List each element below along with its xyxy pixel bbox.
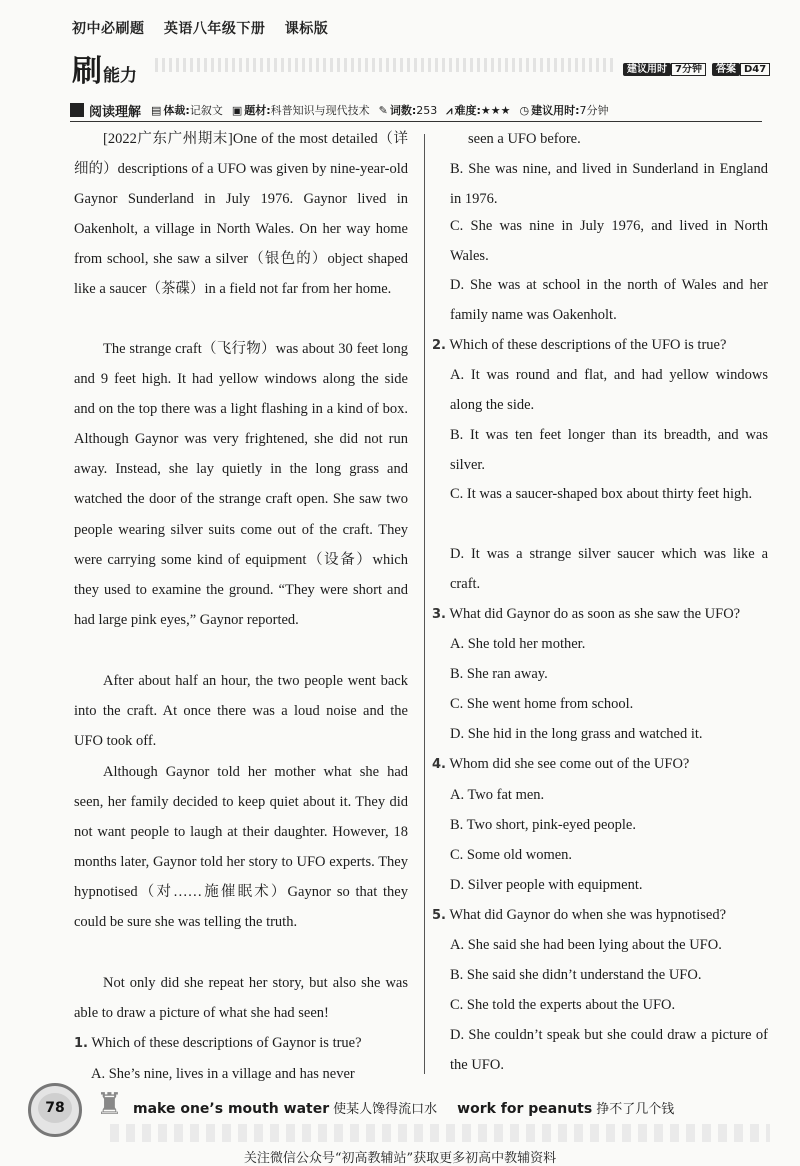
info-bar (70, 100, 762, 120)
words-item: ✎ 词数:253 (378, 104, 438, 117)
genre-item: ▤ 体裁:记叙文 (151, 104, 223, 117)
question-2-option-c[interactable]: C. It was a saucer-shaped box about thirty feet high. (450, 486, 753, 502)
question-2-option-d[interactable]: D. It was a strange silver saucer which was like a craft. (450, 546, 768, 592)
question-5: 5. What did Gaynor do when she was hypnotised? (432, 907, 727, 923)
question-3-option-a[interactable]: A. She told her mother. (450, 636, 586, 652)
answer-page: D47 (740, 63, 770, 76)
document-icon: ▣ (231, 104, 243, 117)
subject-name: 英语八年级下册 (163, 21, 266, 37)
idiom-1-zh: 使某人馋得流口水 (333, 1102, 438, 1117)
page-number: 78 (38, 1093, 72, 1123)
header-rule (70, 121, 762, 122)
idiom-strip (133, 1098, 694, 1118)
passage-paragraph-2: The strange craft（飞行物）was about 30 feet long and 9 feet high. It had yellow windows along the side and on the top there was a light flashing in a kind of box. Although Gaynor was very frightened, she did not run away. Instead, she lay quietly in the long grass and watched the door of the strange craft open. She saw two people wearing silver suits come out of the craft. They were carrying some kind of equipment（设备）which they used to examine the ground. “They were short and had large pink eyes,” Gaynor reported. (74, 341, 408, 628)
question-4-option-c[interactable]: C. Some old women. (450, 847, 573, 863)
option-a-line1: A. She’s nine, lives in a village and has never (91, 1066, 355, 1082)
footer-note: 关注微信公众号“初高教辅站”获取更多初高中教辅资料 (243, 1151, 557, 1166)
passage-source: [2022广东广州期末] (103, 131, 233, 147)
series-header (72, 18, 342, 38)
question-5-option-c[interactable]: C. She told the experts about the UFO. (450, 997, 676, 1013)
brush-decoration (155, 58, 615, 72)
clock-icon: ◷ (519, 104, 530, 117)
question-4: 4. Whom did she see come out of the UFO? (432, 756, 690, 772)
question-4-option-b[interactable]: B. Two short, pink-eyed people. (450, 817, 636, 833)
question-2: 2. Which of these descriptions of the UFO is true? (432, 337, 727, 353)
question-1-option-d[interactable]: D. She was at school in the north of Wales and her family name was Oakenholt. (450, 277, 768, 323)
question-1-option-a[interactable] (91, 1059, 411, 1089)
section-brand (72, 46, 137, 90)
time-answer-tags (623, 60, 776, 75)
brand-small: 能力 (103, 66, 137, 86)
question-1-option-b[interactable]: B. She was nine, and lived in Sunderland in England in 1976. (450, 161, 768, 207)
question-3: 3. What did Gaynor do as soon as she saw the UFO? (432, 606, 741, 622)
passage-paragraph-5: Not only did she repeat her story, but also she was able to draw a picture of what she had seen! (74, 975, 408, 1022)
idiom-2-en: work for peanuts (457, 1101, 593, 1117)
question-3-option-c[interactable]: C. She went home from school. (450, 696, 634, 712)
lighthouse-icon: ♜ (96, 1088, 123, 1121)
time-value: 7分钟 (671, 63, 706, 76)
question-2-option-a[interactable]: A. It was round and flat, and had yellow windows along the side. (450, 367, 768, 413)
column-divider (424, 134, 425, 1074)
idiom-2-zh: 挣不了几个钱 (596, 1102, 675, 1117)
answer-label: 答案 (712, 63, 740, 76)
section-title: 阅读理解 (89, 104, 142, 120)
passage-paragraph-1: [2022广东广州期末]One of the most detailed（详细的）descriptions of a UFO was given by nine-year-old Gaynor Sunderland in July 1976. Gaynor lived in Oakenholt, a village in North Wales. On her way home from school, she saw a silver（银色的）object shaped like a saucer（茶碟）in a field not far from her home. (74, 131, 408, 298)
question-5-option-b[interactable]: B. She said she didn’t understand the UFO. (450, 967, 702, 983)
bleed-through-decoration (110, 1124, 770, 1142)
question-3-option-b[interactable]: B. She ran away. (450, 666, 548, 682)
difficulty-item: ⩘ 难度:★★★ (446, 104, 511, 117)
question-1-option-c[interactable]: C. She was nine in July 1976, and lived in North Wales. (450, 218, 768, 264)
question-1: 1. Which of these descriptions of Gaynor is true? (74, 1035, 362, 1051)
section-square-icon (70, 103, 84, 117)
passage-paragraph-3: After about half an hour, the two people went back into the craft. At once there was a loud noise and the UFO took off. (74, 673, 408, 750)
question-5-option-a[interactable]: A. She said she had been lying about the UFO. (450, 937, 722, 953)
question-2-option-b[interactable]: B. It was ten feet longer than its breadth, and was silver. (450, 427, 768, 473)
suggested-time-item: ◷ 建议用时:7分钟 (519, 104, 609, 117)
topic-item: ▣ 题材:科普知识与现代技术 (231, 104, 370, 117)
time-label: 建议用时 (623, 63, 671, 76)
book-icon: ▤ (151, 104, 162, 117)
question-3-option-d[interactable]: D. She hid in the long grass and watched it. (450, 726, 703, 742)
idiom-1-en: make one’s mouth water (133, 1101, 330, 1117)
edition-name: 课标版 (284, 21, 329, 37)
question-4-option-d[interactable]: D. Silver people with equipment. (450, 877, 643, 893)
series-name: 初中必刷题 (72, 21, 145, 37)
brand-big: 刷 (72, 54, 101, 89)
pen-icon: ✎ (378, 104, 388, 117)
chart-icon: ⩘ (446, 104, 453, 117)
question-4-option-a[interactable]: A. Two fat men. (450, 787, 545, 803)
question-1-option-a-cont: seen a UFO before. (468, 131, 581, 147)
passage-paragraph-4: Although Gaynor told her mother what she had seen, her family decided to keep quiet about it. They did not want people to laugh at their daughter. However, 18 months later, Gaynor told her story to UFO experts. They hypnotised（对……施催眠术）Gaynor so that they could be sure she was telling the truth. (74, 764, 408, 931)
question-5-option-d[interactable]: D. She couldn’t speak but she could draw a picture of the UFO. (450, 1027, 768, 1073)
